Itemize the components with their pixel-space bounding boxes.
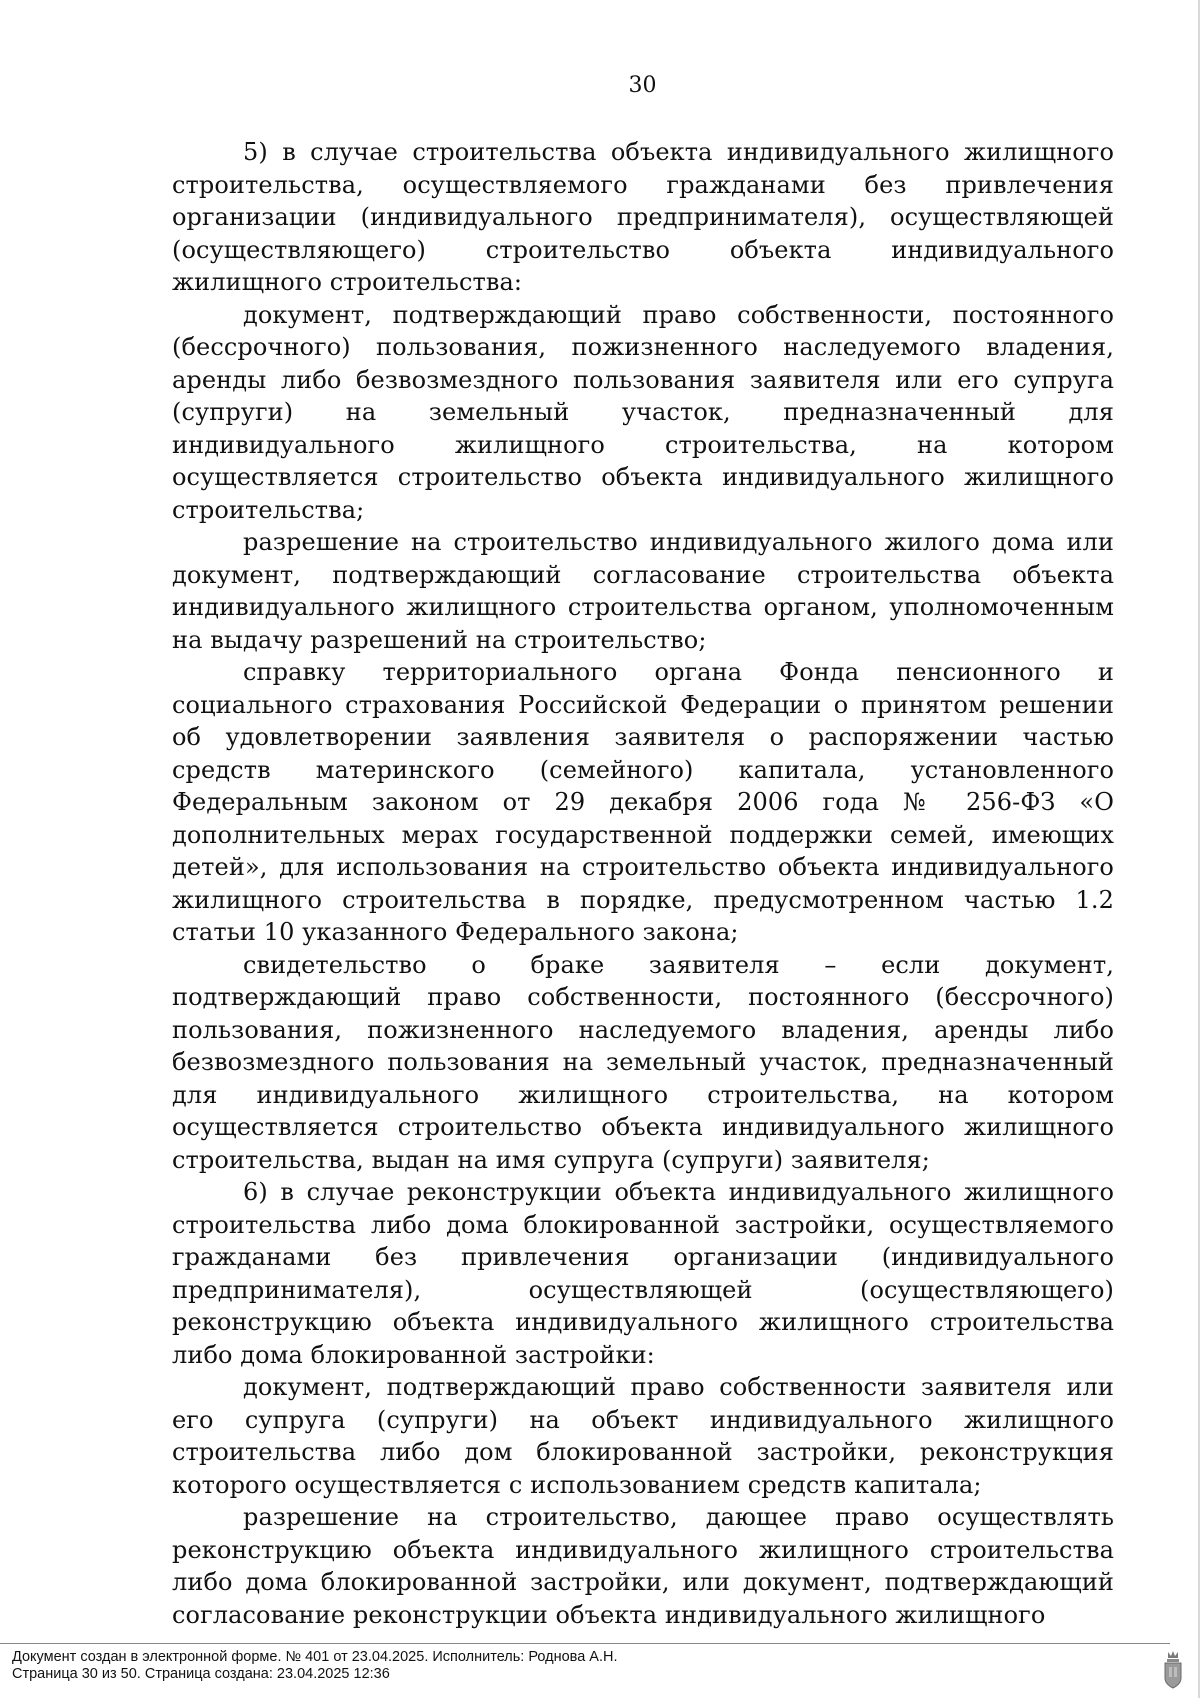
document-body bbox=[172, 136, 1114, 1631]
paragraph-reconstruction-ownership: документ, подтверждающий право собственности заявителя или его супруга (супруги) на объект индивидуального жилищного строительства либо дом блокированной застройки, реконструкция которого осуществляется с использованием средств капитала; bbox=[172, 1373, 1114, 1499]
footer-divider bbox=[0, 1643, 1170, 1644]
paragraph-ownership-document: документ, подтверждающий право собственности, постоянного (бессрочного) пользования, пожизненного наследуемого владения, аренды либо безвозмездного пользования заявителя или его супруга (супруги) на земельный участок, предназначенный для индивидуального жилищного строительства, на котором осуществляется строительство объекта индивидуального жилищного строительства; bbox=[172, 300, 1114, 524]
paragraph-construction-permit: разрешение на строительство индивидуального жилого дома или документ, подтверждающий согласование строительства объекта индивидуального жилищного строительства органом, уполномоченным на выдачу разрешений на строительство; bbox=[172, 528, 1114, 654]
coat-of-arms-icon bbox=[1162, 1650, 1184, 1690]
footer-document-info: Документ создан в электронной форме. № 401 от 23.04.2025. Исполнитель: Роднова А.Н. bbox=[12, 1649, 618, 1665]
paragraph-item-6: 6) в случае реконструкции объекта индивидуального жилищного строительства либо дома блокированной застройки, осуществляемого гражданами без привлечения организации (индивидуального предпринимателя), осуществляющей (осуществляющего) реконструкцию объекта индивидуального жилищного строительства либо дома блокированной застройки: bbox=[172, 1178, 1114, 1369]
paragraph-marriage-certificate: свидетельство о браке заявителя – если документ, подтверждающий право собственности, постоянного (бессрочного) пользования, пожизненного наследуемого владения, аренды либо безвозмездного пользования на земельный участок, предназначенный для индивидуального жилищного строительства, на котором осуществляется строительство объекта индивидуального жилищного строительства, выдан на имя супруга (супруги) заявителя; bbox=[172, 950, 1114, 1174]
page-number: 30 bbox=[628, 73, 657, 98]
paragraph-pension-fund-certificate: справку территориального органа Фонда пенсионного и социального страхования Российской Федерации о принятом решении об удовлетворении заявления заявителя о распоряжении частью средств материнского (семейного) капитала, установленного Федеральным законом от 29 декабря 2006 года № 256-ФЗ «О дополнительных мерах государственной поддержки семей, имеющих детей», для использования на строительство объекта индивидуального жилищного строительства в порядке, предусмотренном частью 1.2 статьи 10 указанного Федерального закона; bbox=[172, 658, 1114, 946]
paragraph-item-5: 5) в случае строительства объекта индивидуального жилищного строительства, осуществляемого гражданами без привлечения организации (индивидуального предпринимателя), осуществляющей (осуществляющего) строительство объекта индивидуального жилищного строительства: bbox=[172, 138, 1114, 296]
footer-page-info: Страница 30 из 50. Страница создана: 23.04.2025 12:36 bbox=[12, 1666, 390, 1682]
document-footer bbox=[12, 1649, 618, 1683]
paragraph-reconstruction-permit: разрешение на строительство, дающее право осуществлять реконструкцию объекта индивидуального жилищного строительства либо дома блокированной застройки, или документ, подтверждающий согласование реконструкции объекта индивидуального жилищного bbox=[172, 1503, 1114, 1629]
